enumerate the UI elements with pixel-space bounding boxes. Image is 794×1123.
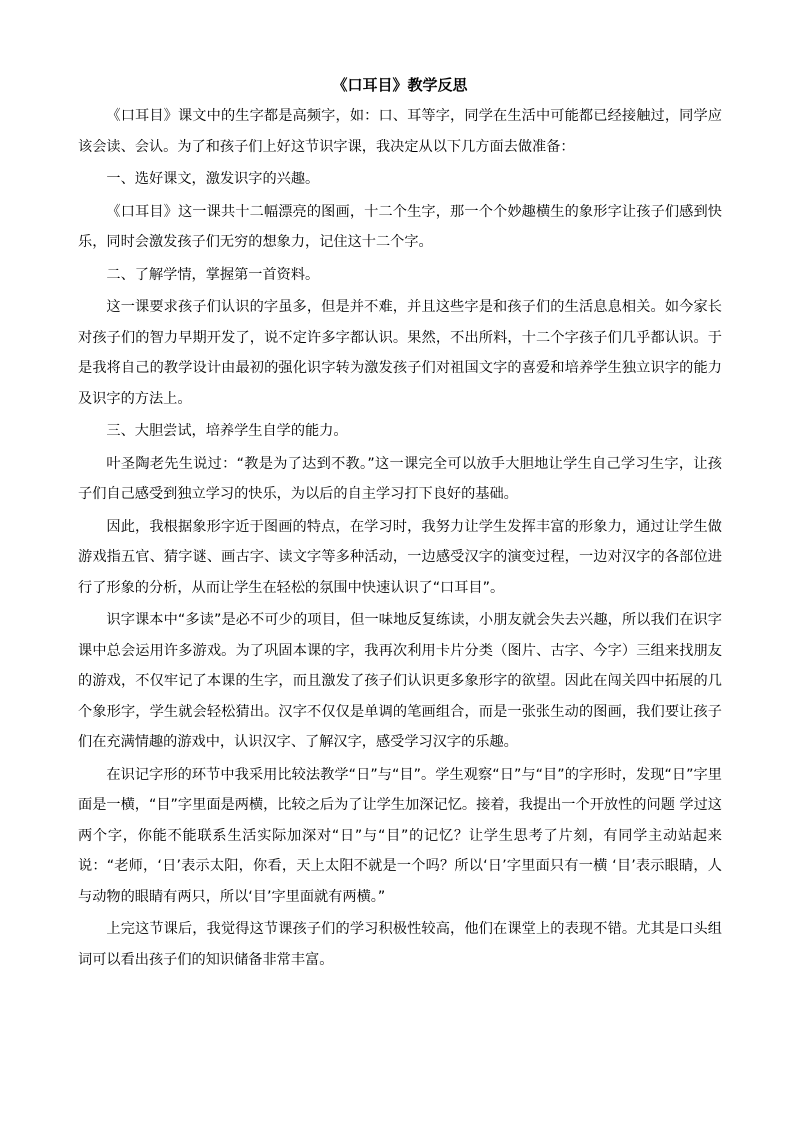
- section-heading-2: 二、了解学情，掌握第一首资料。: [106, 266, 320, 283]
- paragraph-intro: 《口耳目》课文中的生字都是高频字，如：口、耳等字，同学在生活中可能都已经接触过，同学应该会读、会认。为了和孩子们上好这节识字课，我决定从以下几方面去做准备：: [78, 108, 722, 155]
- paragraph-quote: 叶圣陶老先生说过：“教是为了达到不教。”这一课完全可以放手大胆地让学生自己学习生字，让孩子们自己感受到独立学习的快乐，为以后的自主学习打下良好的基础。: [78, 455, 722, 502]
- paragraph-activities: 因此，我根据象形字近于图画的特点，在学习时，我努力让学生发挥丰富的形象力，通过让学生做游戏指五官、猜字谜、画古字、读文字等多种活动，一边感受汉字的演变过程，一边对汉字的各部位进行了形象的分析，从而让学生在轻松的氛围中快速认识了“口耳目”。: [78, 518, 722, 596]
- section-heading-1: 一、选好课文，激发识字的兴趣。: [106, 171, 320, 187]
- document-title: 《口耳目》教学反思: [332, 76, 468, 94]
- paragraph-conclusion: 上完这节课后，我觉得这节课孩子们的学习积极性较高，他们在课堂上的表现不错。尤其是口头组词可以看出孩子们的知识储备非常丰富。: [78, 921, 722, 968]
- paragraph-section-2: 这一课要求孩子们认识的字虽多，但是并不难，并且这些字是和孩子们的生活息息相关。如今家长对孩子们的智力早期开发了，说不定许多字都认识。果然，不出所料，十二个字孩子们几乎都认识。于是我将自己的教学设计由最初的强化识字转为激发孩子们对祖国文字的喜爱和培养学生独立识字的能力及识字的方法上。: [78, 299, 722, 407]
- paragraph-section-1: 《口耳目》这一课共十二幅漂亮的图画，十二个生字，那一个个妙趣横生的象形字让孩子们感到快乐，同时会激发孩子们无穷的想象力，记住这十二个字。: [78, 203, 722, 250]
- paragraph-games: 识字课本中“多读”是必不可少的项目，但一味地反复练读，小朋友就会失去兴趣，所以我们在识字课中总会运用许多游戏。为了巩固本课的字，我再次利用卡片分类（图片、古字、今字）三组来找朋友的游戏，不仅牢记了本课的生字，而且激发了孩子们认识更多象形字的欲望。因此在闯关四中拓展的几个象形字，学生就会轻松猜出。汉字不仅仅是单调的笔画组合，而是一张张生动的图画，我们要让孩子们在充满情趣的游戏中，认识汉字、了解汉字，感受学习汉字的乐趣。: [78, 612, 722, 750]
- section-heading-3: 三、大胆尝试，培养学生自学的能力。: [106, 423, 348, 439]
- document-body: [78, 74, 722, 977]
- paragraph-comparison: 在识记字形的环节中我采用比较法教学“日”与“目”。学生观察“日”与“目”的字形时，发现“日”字里面是一横，“目”字里面是两横，比较之后为了让学生加深记忆。接着，我提出一个开放性的问题 学过这两个字，你能不能联系生活实际加深对“日”与“目”的记忆？让学生思考了片刻，有同学主动站起来说：“老师，‘日’表示太阳，你看，天上太阳不就是一个吗？所以‘日’字里面只有一横 ‘目’表示眼睛，人与动物的眼睛有两只，所以‘目’字里面就有两横。”: [78, 766, 722, 905]
